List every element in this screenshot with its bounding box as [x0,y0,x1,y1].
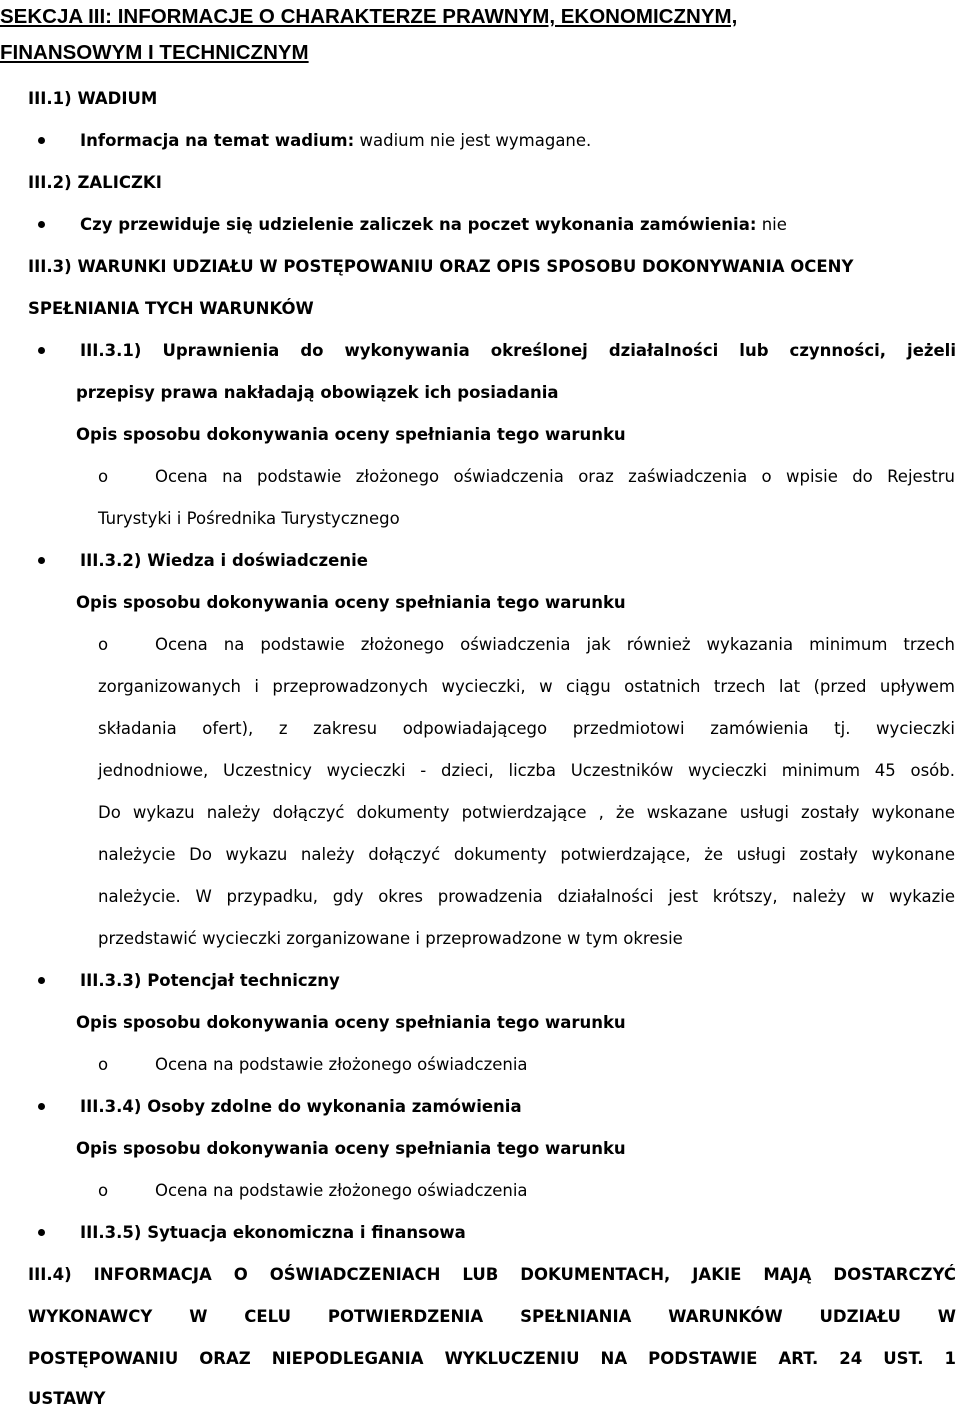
opis-label: Opis sposobu dokonywania oceny spełniania tego warunku [76,1139,626,1158]
uprawnienia-text-line-1: Ocena na podstawie złożonego oświadczenia oraz zaświadczenia o wpisie do Rejestru [155,467,955,486]
osoby-text: Ocena na podstawie złożonego oświadczenia [155,1181,528,1200]
section-title-line-2: FINANSOWYM I TECHNICZNYM [0,41,309,64]
wadium-label: Informacja na temat wadium: [80,131,355,150]
bullet-icon [38,557,45,564]
opis-label: Opis sposobu dokonywania oceny spełniania tego warunku [76,425,626,444]
wadium-value: wadium nie jest wymagane. [359,131,592,150]
wiedza-text-line-8: przedstawić wycieczki zorganizowane i przeprowadzone w tym okresie [98,929,683,948]
potencjal-text: Ocena na podstawie złożonego oświadczenia [155,1055,528,1074]
warunki-heading-line-2: SPEŁNIANIA TYCH WARUNKÓW [28,299,314,318]
warunki-heading-line-1: III.3) WARUNKI UDZIAŁU W POSTĘPOWANIU ORAZ OPIS SPOSOBU DOKONYWANIA OCENY [28,257,854,276]
wiedza-text-line-3: składania ofert), z zakresu odpowiadającego przedmiotowi zamówienia tj. wycieczki [98,719,955,738]
opis-label: Opis sposobu dokonywania oceny spełniania tego warunku [76,1013,626,1032]
bullet-icon [38,221,45,228]
wiedza-heading: III.3.2) Wiedza i doświadczenie [80,551,368,570]
zaliczki-value: nie [761,215,787,234]
section-title-line-1: SEKCJA III: INFORMACJE O CHARAKTERZE PRAWNYM, EKONOMICZNYM, [0,5,738,28]
uprawnienia-text-line-2: Turystyki i Pośrednika Turystycznego [98,509,400,528]
wiedza-text-line-5: Do wykazu należy dołączyć dokumenty potwierdzające , że wskazane usługi zostały wykonane [98,803,955,822]
wadium-heading: III.1) WADIUM [28,89,158,108]
sub-bullet-icon: o [98,1181,109,1200]
wiedza-text-line-1: Ocena na podstawie złożonego oświadczenia jak również wykazania minimum trzech [155,635,955,654]
oswiadczenia-heading-line-2: WYKONAWCY W CELU POTWIERDZENIA SPEŁNIANIA WARUNKÓW UDZIAŁU W [28,1307,956,1326]
uprawnienia-heading-line-1: III.3.1) Uprawnienia do wykonywania określonej działalności lub czynności, jeżeli [80,341,956,360]
wiedza-text-line-4: jednodniowe, Uczestnicy wycieczki - dzieci, liczba Uczestników wycieczki minimum 45 osób. [98,761,955,780]
sytuacja-heading: III.3.5) Sytuacja ekonomiczna i finansowa [80,1223,466,1242]
bullet-icon [38,137,45,144]
sub-bullet-icon: o [98,1055,109,1074]
sub-bullet-icon: o [98,635,109,654]
zaliczki-heading: III.2) ZALICZKI [28,173,162,192]
oswiadczenia-heading-line-4: USTAWY [28,1389,106,1408]
zaliczki-item [80,214,787,236]
wadium-item [80,130,591,152]
wiedza-text-line-2: zorganizowanych i przeprowadzonych wycieczki, w ciągu ostatnich trzech lat (przed upływem [98,677,955,696]
osoby-heading: III.3.4) Osoby zdolne do wykonania zamówienia [80,1097,522,1116]
zaliczki-label: Czy przewiduje się udzielenie zaliczek na poczet wykonania zamówienia: [80,215,757,234]
sub-bullet-icon: o [98,467,109,486]
wiedza-text-line-7: należycie. W przypadku, gdy okres prowadzenia działalności jest krótszy, należy w wykazie [98,887,955,906]
bullet-icon [38,1229,45,1236]
wiedza-text-line-6: należycie Do wykazu należy dołączyć dokumenty potwierdzające, że usługi zostały wykonane [98,845,955,864]
oswiadczenia-heading-line-3: POSTĘPOWANIU ORAZ NIEPODLEGANIA WYKLUCZENIU NA PODSTAWIE ART. 24 UST. 1 [28,1349,956,1368]
uprawnienia-heading-line-2: przepisy prawa nakładają obowiązek ich posiadania [76,383,559,402]
bullet-icon [38,1103,45,1110]
potencjal-heading: III.3.3) Potencjał techniczny [80,971,340,990]
bullet-icon [38,347,45,354]
bullet-icon [38,977,45,984]
opis-label: Opis sposobu dokonywania oceny spełniania tego warunku [76,593,626,612]
oswiadczenia-heading-line-1: III.4) INFORMACJA O OŚWIADCZENIACH LUB DOKUMENTACH, JAKIE MAJĄ DOSTARCZYĆ [28,1265,956,1284]
